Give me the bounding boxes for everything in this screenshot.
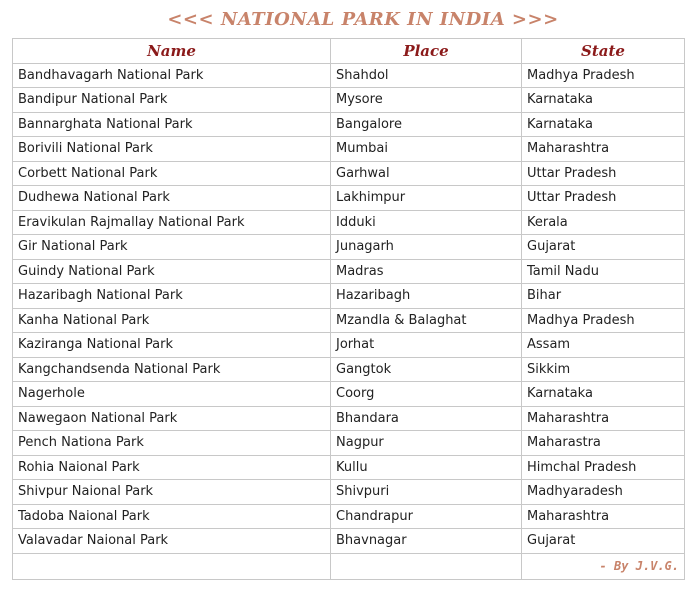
cell-state: Himchal Pradesh [522, 455, 685, 480]
cell-state: Maharashtra [522, 137, 685, 162]
cell-name: Kaziranga National Park [13, 333, 331, 358]
table-row [13, 480, 685, 505]
cell-place: Bangalore [331, 112, 522, 137]
cell-state: Karnataka [522, 88, 685, 113]
cell-place: Mysore [331, 88, 522, 113]
cell-name: Eravikulan Rajmallay National Park [13, 210, 331, 235]
cell-place: Kullu [331, 455, 522, 480]
cell-state: Uttar Pradesh [522, 186, 685, 211]
cell-name: Valavadar Naional Park [13, 529, 331, 554]
cell-place: Mumbai [331, 137, 522, 162]
cell-state: Madhyaradesh [522, 480, 685, 505]
cell-name: Nawegaon National Park [13, 406, 331, 431]
cell-place: Shahdol [331, 63, 522, 88]
cell-place: Gangtok [331, 357, 522, 382]
table-body [13, 63, 685, 553]
cell-name: Bandipur National Park [13, 88, 331, 113]
page-title: <<< NATIONAL PARK IN INDIA >>> [167, 9, 559, 30]
cell-name: Kangchandsenda National Park [13, 357, 331, 382]
cell-name: Tadoba Naional Park [13, 504, 331, 529]
cell-state: Karnataka [522, 382, 685, 407]
cell-name: Bannarghata National Park [13, 112, 331, 137]
cell-state: Maharastra [522, 431, 685, 456]
cell-name: Corbett National Park [13, 161, 331, 186]
cell-place: Garhwal [331, 161, 522, 186]
cell-name: Rohia Naional Park [13, 455, 331, 480]
cell-place: Mzandla & Balaghat [331, 308, 522, 333]
cell-place: Hazaribagh [331, 284, 522, 309]
cell-state: Gujarat [522, 529, 685, 554]
footer-cell-empty-2 [331, 553, 522, 579]
cell-name: Kanha National Park [13, 308, 331, 333]
header-place: Place [331, 39, 522, 64]
cell-place: Chandrapur [331, 504, 522, 529]
table-row [13, 308, 685, 333]
footer-cell-credit [522, 553, 685, 579]
cell-state: Assam [522, 333, 685, 358]
cell-state: Tamil Nadu [522, 259, 685, 284]
table-row [13, 186, 685, 211]
header-name: Name [13, 39, 331, 64]
cell-name: Dudhewa National Park [13, 186, 331, 211]
table-row [13, 235, 685, 260]
cell-state: Bihar [522, 284, 685, 309]
cell-state: Maharashtra [522, 406, 685, 431]
cell-name: Hazaribagh National Park [13, 284, 331, 309]
cell-place: Bhandara [331, 406, 522, 431]
table-footer-row [13, 553, 685, 579]
table-row [13, 161, 685, 186]
table-row [13, 284, 685, 309]
cell-name: Borivili National Park [13, 137, 331, 162]
table-row [13, 88, 685, 113]
table-row [13, 259, 685, 284]
cell-name: Bandhavagarh National Park [13, 63, 331, 88]
table-row [13, 357, 685, 382]
header-state: State [522, 39, 685, 64]
cell-state: Sikkim [522, 357, 685, 382]
cell-place: Idduki [331, 210, 522, 235]
cell-name: Shivpur Naional Park [13, 480, 331, 505]
author-credit: - By J.V.G. [599, 559, 679, 573]
table-row [13, 504, 685, 529]
table-row [13, 112, 685, 137]
footer-cell-empty-1 [13, 553, 331, 579]
cell-place: Junagarh [331, 235, 522, 260]
cell-place: Coorg [331, 382, 522, 407]
cell-state: Madhya Pradesh [522, 308, 685, 333]
table-row [13, 529, 685, 554]
cell-name: Guindy National Park [13, 259, 331, 284]
cell-place: Jorhat [331, 333, 522, 358]
table-row [13, 455, 685, 480]
table-row [13, 333, 685, 358]
cell-name: Gir National Park [13, 235, 331, 260]
cell-name: Pench Nationa Park [13, 431, 331, 456]
cell-place: Shivpuri [331, 480, 522, 505]
table-row [13, 382, 685, 407]
cell-place: Bhavnagar [331, 529, 522, 554]
table-row [13, 137, 685, 162]
cell-place: Madras [331, 259, 522, 284]
cell-place: Nagpur [331, 431, 522, 456]
cell-state: Kerala [522, 210, 685, 235]
table-header-row [13, 39, 685, 64]
table-row [13, 63, 685, 88]
cell-state: Maharashtra [522, 504, 685, 529]
table-row [13, 431, 685, 456]
table-row [13, 210, 685, 235]
cell-place: Lakhimpur [331, 186, 522, 211]
table-row [13, 406, 685, 431]
cell-state: Madhya Pradesh [522, 63, 685, 88]
cell-name: Nagerhole [13, 382, 331, 407]
cell-state: Karnataka [522, 112, 685, 137]
cell-state: Uttar Pradesh [522, 161, 685, 186]
national-parks-table [12, 38, 685, 580]
cell-state: Gujarat [522, 235, 685, 260]
